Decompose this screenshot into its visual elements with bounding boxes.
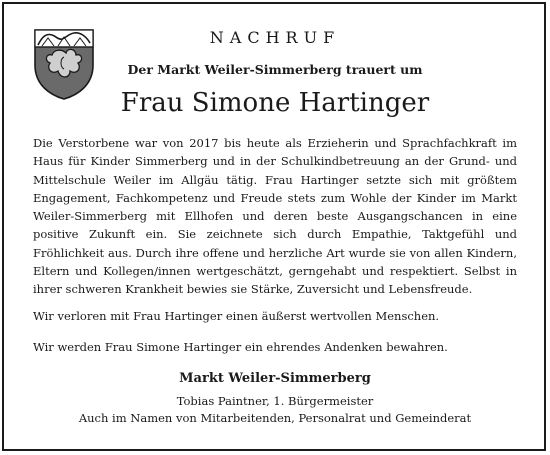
signer-role: Tobias Paintner, 1. Bürgermeister <box>176 394 374 408</box>
deceased-name: Frau Simone Hartinger <box>120 88 430 118</box>
signer-organization: Markt Weiler-Simmerberg <box>179 371 371 386</box>
closing-line-2: Wir werden Frau Simone Hartinger ein ehrendes Andenken bewahren. <box>33 340 448 354</box>
closing-line-1: Wir verloren mit Frau Hartinger einen äußerst wertvollen Menschen. <box>33 309 440 323</box>
notice-heading: NACHRUF <box>209 28 341 47</box>
signer-note: Auch im Namen von Mitarbeitenden, Personalrat und Gemeinderat <box>78 411 472 425</box>
obituary-text: Die Verstorbene war von 2017 bis heute als Erzieherin und Sprachfachkraft im Haus für Kinder Simmerberg und in der Schulkindbetreuung an der Grund- und Mittelschule Weiler im Allgäu tätig. Frau Hartinger setzte sich mit größtem Engagement, Fachkompetenz und Freude stets zum Wohle der Kinder im Markt Weiler-Simmerberg mit Ellhofen und deren beste Ausgangschancen in eine positive Zukunft ein. Sie zeichnete sich durch Empathie, Taktgefühl und Fröhlichkeit aus. Durch ihre offene und herzliche Art wurde sie von allen Kindern, Eltern und Kollegen/innen wertgeschätzt, gerngehabt und respektiert. Selbst in ihrer schweren Krankheit bewies sie Stärke, Zuversicht und Lebensfreude. <box>33 136 517 297</box>
notice-subheading: Der Markt Weiler-Simmerberg trauert um <box>127 62 423 77</box>
